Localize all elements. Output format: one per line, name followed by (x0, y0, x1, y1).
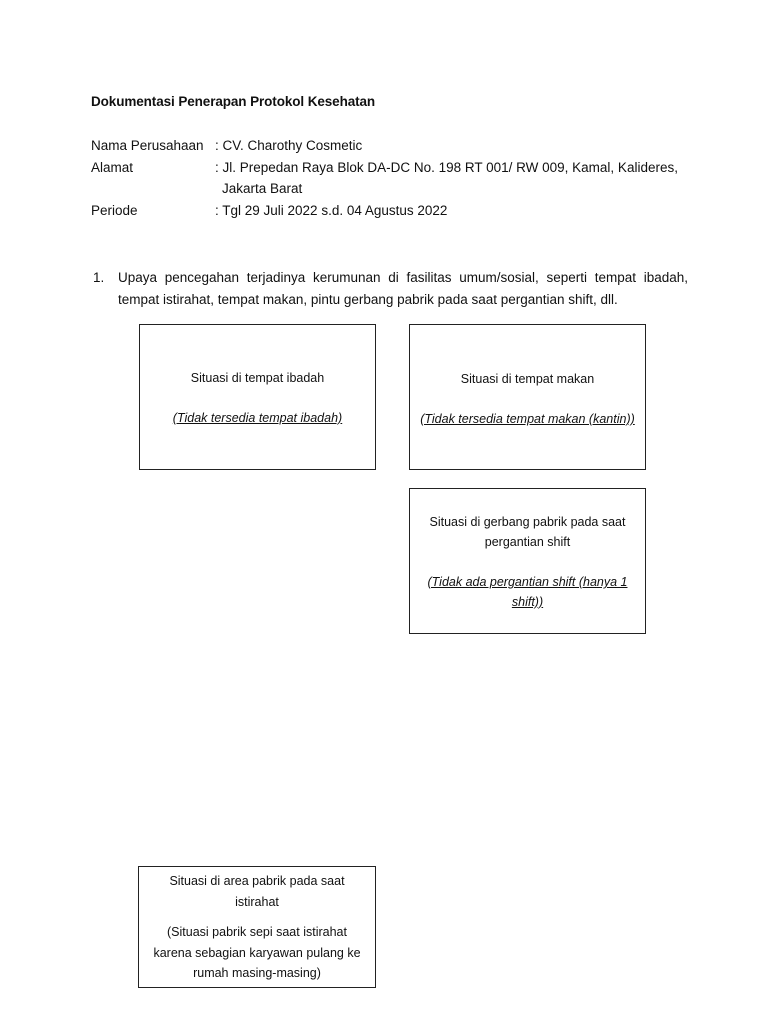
company-name-value: : CV. Charothy Cosmetic (215, 138, 363, 153)
section-1-number: 1. (93, 270, 105, 285)
period-label: Periode (91, 203, 138, 218)
photo-box-area-istirahat (138, 866, 376, 988)
period-value: : Tgl 29 Juli 2022 s.d. 04 Agustus 2022 (215, 203, 448, 218)
photo-box-tempat-ibadah (139, 324, 376, 470)
box-caption-tempat-makan: Situasi di tempat makan (460, 372, 595, 386)
photo-box-tempat-makan (409, 324, 646, 470)
photo-box-gerbang-pabrik (409, 488, 646, 634)
section-1-text: Upaya pencegahan terjadinya kerumunan di fasilitas umum/sosial, seperti tempat ibadah, tempat istirahat, tempat makan, pintu gerbang pabrik pada saat pergantian shift, dll. (118, 270, 688, 307)
box-caption-tempat-ibadah: Situasi di tempat ibadah (190, 371, 325, 385)
box-note-gerbang-pabrik: (Tidak ada pergantian shift (hanya 1 shift)) (427, 575, 628, 609)
box-note-tempat-makan: (Tidak tersedia tempat makan (kantin)) (420, 412, 635, 426)
address-label: Alamat (91, 160, 134, 175)
address-value-line1: : Jl. Prepedan Raya Blok DA-DC No. 198 RT 001/ RW 009, Kamal, Kalideres, (215, 160, 678, 175)
box-note-area-istirahat: (Situasi pabrik sepi saat istirahat karena sebagian karyawan pulang ke rumah masing-masing) (153, 925, 361, 980)
address-value-line2: Jakarta Barat (222, 181, 303, 196)
document-title: Dokumentasi Penerapan Protokol Kesehatan (91, 94, 376, 109)
company-name-label: Nama Perusahaan (91, 138, 204, 153)
box-note-tempat-ibadah: (Tidak tersedia tempat ibadah) (172, 411, 343, 425)
box-caption-area-istirahat: Situasi di area pabrik pada saat istirahat (169, 874, 345, 909)
box-caption-gerbang-pabrik: Situasi di gerbang pabrik pada saat pergantian shift (429, 515, 626, 549)
